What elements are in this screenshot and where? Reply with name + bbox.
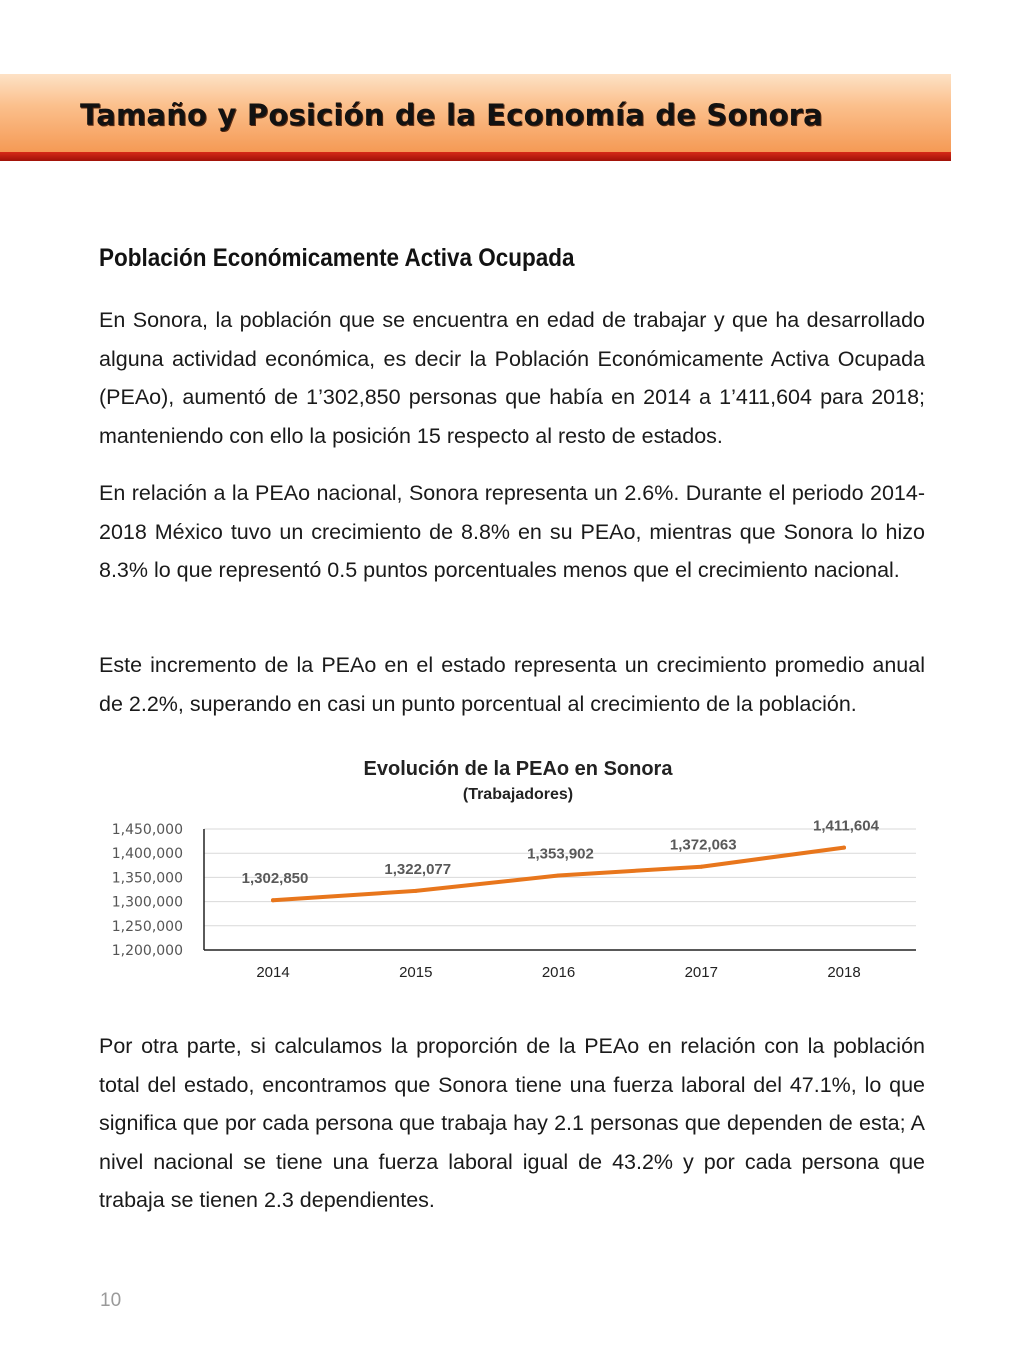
data-label: 1,302,850	[241, 870, 309, 888]
chart-subtitle: (Trabajadores)	[462, 786, 574, 803]
paragraph-1: En Sonora, la población que se encuentra en edad de trabajar y que ha desarrollado alguna actividad económica, es decir la Población Económicamente Activa Ocupada (PEAo), aumentó de 1’302,850 personas que había en 2014 a 1’411,604 para 2018; manteniendo con ello la posición 15 respecto al resto de estados.	[99, 308, 925, 448]
data-label: 1,411,604	[813, 817, 879, 835]
page-title: Tamaño y Posición de la Economía de Sonora	[80, 98, 823, 132]
x-tick-label: 2014	[256, 964, 290, 981]
y-tick-label: 1,200,000	[111, 943, 183, 959]
paragraph-2: En relación a la PEAo nacional, Sonora representa un 2.6%. Durante el periodo 2014-2018 México tuvo un crecimiento de 8.8% en su PEAo, mientras que Sonora lo hizo 8.3% lo que representó 0.5 puntos porcentuales menos que el crecimiento nacional.	[99, 481, 925, 582]
data-point	[557, 874, 561, 878]
x-tick-label: 2016	[541, 964, 576, 981]
data-point	[414, 889, 418, 893]
data-label: 1,322,077	[384, 860, 452, 878]
data-label: 1,353,902	[527, 845, 594, 863]
y-tick-label: 1,350,000	[111, 870, 183, 887]
y-tick-label: 1,400,000	[111, 846, 183, 863]
data-label: 1,372,063	[669, 836, 737, 854]
section-heading: Población Económicamente Activa Ocupada	[99, 244, 575, 272]
data-point	[842, 846, 846, 850]
y-tick-label: 1,250,000	[111, 918, 183, 935]
chart-title: Evolución de la PEAo en Sonora	[363, 758, 673, 780]
page-number: 10	[100, 1290, 122, 1311]
data-point	[271, 898, 275, 902]
x-tick-label: 2017	[684, 964, 718, 981]
x-tick-label: 2018	[827, 964, 861, 981]
paragraph-4: Por otra parte, si calculamos la proporción de la PEAo en relación con la población total del estado, encontramos que Sonora tiene una fuerza laboral del 47.1%, lo que significa que por cada persona que trabaja hay 2.1 personas que dependen de esta; A nivel nacional se tiene una fuerza laboral igual de 43.2% y por cada persona que trabaja se tienen 2.3 dependientes.	[99, 1034, 925, 1212]
paragraph-3: Este incremento de la PEAo en el estado representa un crecimiento promedio anual de 2.2%, superando en casi un punto porcentual al crecimiento de la población.	[99, 653, 925, 716]
y-tick-label: 1,300,000	[111, 894, 183, 911]
data-point	[699, 865, 703, 869]
x-tick-label: 2015	[399, 964, 433, 981]
y-tick-label: 1,450,000	[111, 822, 183, 838]
